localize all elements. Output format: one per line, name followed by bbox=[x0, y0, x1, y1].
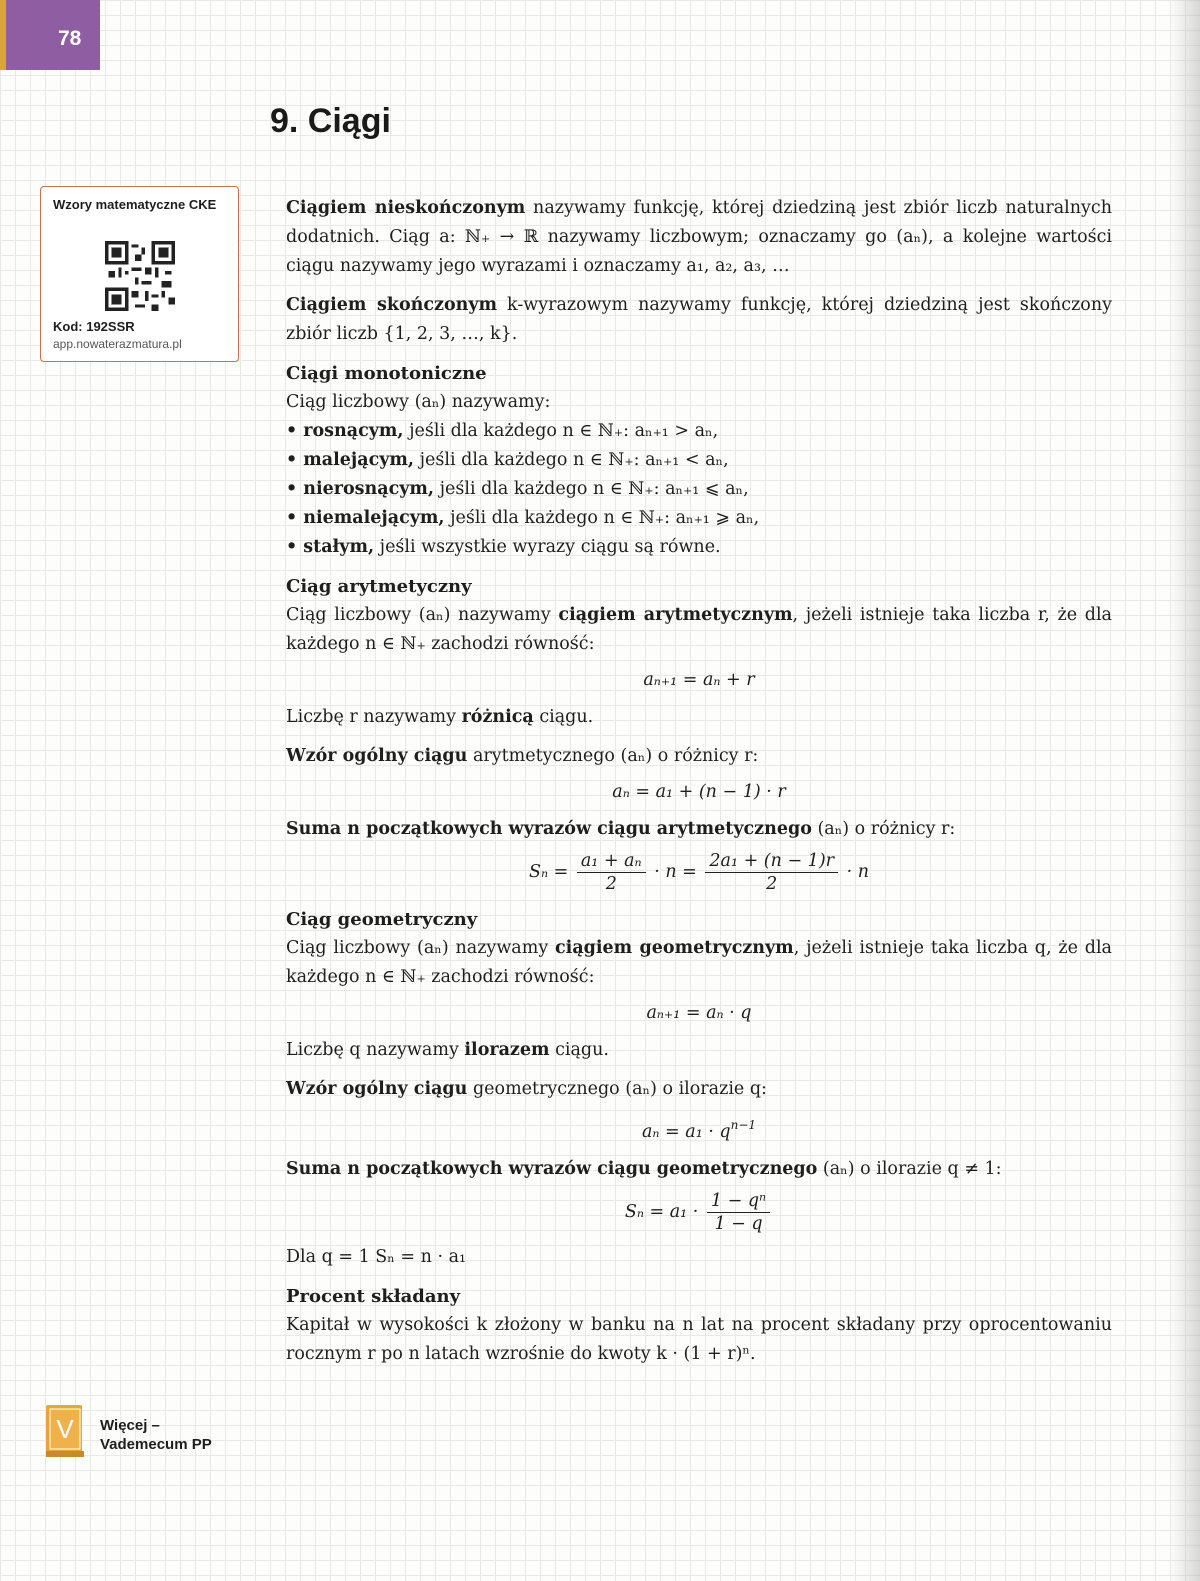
geometric-ratio-note: Liczbę q nazywamy ilorazem ciągu. bbox=[286, 1040, 609, 1060]
vademecum-letter: V bbox=[56, 1414, 74, 1444]
arithmetic-general-formula: aₙ = a₁ + (n − 1) · r bbox=[612, 782, 786, 802]
list-item: • stałym, jeśli wszystkie wyrazy ciągu są równe. bbox=[286, 533, 1112, 562]
list-item: • nierosnącym, jeśli dla każdego n ∈ ℕ₊: aₙ₊₁ ⩽ aₙ, bbox=[286, 475, 1112, 504]
qr-code-box[interactable] bbox=[40, 186, 239, 362]
geometric-q1-case: Dla q = 1 Sₙ = n · a₁ bbox=[286, 1247, 467, 1267]
main-content bbox=[286, 194, 1112, 1369]
list-item: • niemalejącym, jeśli dla każdego n ∈ ℕ₊: aₙ₊₁ ⩾ aₙ, bbox=[286, 504, 1112, 533]
geometric-definition: Ciąg liczbowy (aₙ) nazywamy ciągiem geometrycznym, jeżeli istnieje taka liczba q, że dla każdego n ∈ ℕ₊ zachodzi równość: bbox=[286, 938, 1112, 987]
geometric-sum-label: Suma n początkowych wyrazów ciągu geometrycznego (aₙ) o ilorazie q ≠ 1: bbox=[286, 1159, 1002, 1179]
chapter-title: 9. Ciągi bbox=[270, 102, 391, 140]
infinite-definition: Ciągiem nieskończonym nazywamy funkcję, której dziedziną jest zbiór liczb naturalnych dodatnich. Ciąg a: ℕ₊ → ℝ nazywamy liczbowym; oznaczamy go (aₙ), a kolejne wartości ciągu nazywamy jego wyrazami i oznaczamy a₁, a₂, a₃, … bbox=[286, 198, 1112, 276]
vademecum-label[interactable]: Więcej – Vademecum PP bbox=[100, 1417, 212, 1453]
arithmetic-sum-label: Suma n początkowych wyrazów ciągu arytmetycznego (aₙ) o różnicy r: bbox=[286, 819, 956, 839]
qr-url[interactable]: app.nowaterazmatura.pl bbox=[53, 337, 182, 351]
compound-text: Kapitał w wysokości k złożony w banku na n lat na procent składany przy oprocentowaniu rocznym r po n latach wzrośnie do kwoty k · (1 + r)ⁿ. bbox=[286, 1315, 1112, 1364]
geometric-sum-formula: Sₙ = a₁ · $\frac{\text{1 − qⁿ}}{1 - q}$ bbox=[286, 1190, 1112, 1235]
page-number: 78 bbox=[58, 27, 82, 50]
geometric-heading: Ciąg geometryczny bbox=[286, 909, 478, 930]
list-item: • rosnącym, jeśli dla każdego n ∈ ℕ₊: aₙ₊₁ > aₙ, bbox=[286, 417, 1112, 446]
qr-code-icon[interactable] bbox=[105, 241, 175, 311]
arithmetic-heading: Ciąg arytmetyczny bbox=[286, 576, 472, 597]
arithmetic-recurrence-formula: aₙ₊₁ = aₙ + r bbox=[643, 670, 755, 690]
arithmetic-sum-formula: Sₙ = $\frac{\text{a₁ + aₙ}}{2}$ · n = $\frac{\text{2a₁ + (n − 1)r}}{2}$ · n bbox=[528, 851, 869, 894]
geometric-general-label: Wzór ogólny ciągu geometrycznego (aₙ) o ilorazie q: bbox=[286, 1079, 767, 1099]
finite-definition: Ciągiem skończonym k-wyrazowym nazywamy funkcję, której dziedziną jest skończony zbiór liczb {1, 2, 3, …, k}. bbox=[286, 295, 1113, 344]
monotonic-list bbox=[286, 417, 1112, 562]
compound-heading: Procent składany bbox=[286, 1286, 461, 1307]
arithmetic-general-label: Wzór ogólny ciągu arytmetycznego (aₙ) o różnicy r: bbox=[286, 746, 759, 766]
geometric-general-formula: $a_n = a_1 \cdot q^{n-1}$ bbox=[641, 1118, 757, 1142]
list-item: • malejącym, jeśli dla każdego n ∈ ℕ₊: aₙ₊₁ < aₙ, bbox=[286, 446, 1112, 475]
page-tab-stripe bbox=[0, 0, 6, 70]
monotonic-heading: Ciągi monotoniczne bbox=[286, 363, 487, 384]
page-number-tab bbox=[0, 0, 100, 70]
vademecum-book-icon bbox=[44, 1403, 86, 1459]
arithmetic-definition: Ciąg liczbowy (aₙ) nazywamy ciągiem arytmetycznym, jeżeli istnieje taka liczba r, że dla każdego n ∈ ℕ₊ zachodzi równość: bbox=[286, 605, 1112, 654]
page-edge-shadow bbox=[1170, 0, 1200, 1581]
geometric-recurrence-formula: aₙ₊₁ = aₙ · q bbox=[646, 1003, 752, 1023]
monotonic-intro: Ciąg liczbowy (aₙ) nazywamy: bbox=[286, 392, 551, 412]
qr-code-label: Kod: 192SSR bbox=[53, 319, 135, 334]
arithmetic-difference-note: Liczbę r nazywamy różnicą ciągu. bbox=[286, 707, 594, 727]
qr-box-title: Wzory matematyczne CKE bbox=[53, 197, 217, 212]
